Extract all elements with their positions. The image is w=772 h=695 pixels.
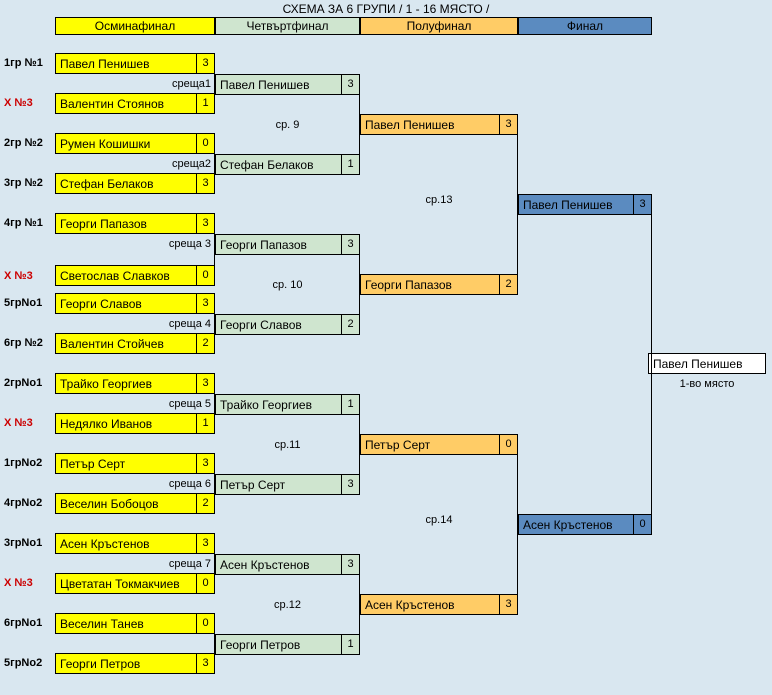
player-score: 3 [341, 555, 359, 574]
player-name: Павел Пенишев [220, 77, 310, 92]
seed-label: 6гр №2 [4, 337, 43, 349]
player-box[interactable] [215, 394, 360, 415]
player-name: Стефан Белаков [220, 157, 314, 172]
player-score: 2 [196, 334, 214, 353]
seed-label: Х №3 [4, 417, 33, 429]
player-name: Георги Славов [60, 296, 142, 311]
connector [214, 63, 215, 104]
player-score: 2 [341, 315, 359, 334]
player-score: 3 [196, 294, 214, 313]
player-score: 0 [196, 134, 214, 153]
player-name: Петър Серт [365, 437, 431, 452]
player-name: Стефан Белаков [60, 176, 154, 191]
player-box[interactable] [55, 293, 215, 314]
match-label: среща 5 [168, 398, 211, 410]
connector [359, 84, 360, 165]
player-name: Петър Серт [220, 477, 286, 492]
header-semifinal: Полуфинал [360, 17, 518, 35]
player-box[interactable] [55, 333, 215, 354]
player-score: 3 [341, 475, 359, 494]
player-box[interactable] [55, 653, 215, 674]
player-box[interactable] [215, 554, 360, 575]
player-box[interactable] [360, 114, 518, 135]
player-score: 0 [196, 266, 214, 285]
seed-label: 4грNo2 [4, 497, 43, 509]
player-name: Цветатан Токмакчиев [60, 576, 180, 591]
player-name: Асен Кръстенов [523, 517, 613, 532]
player-name: Румен Кошишки [60, 136, 151, 151]
player-box[interactable] [55, 133, 215, 154]
header-quarterfinal: Четвъртфинал [215, 17, 360, 35]
champion-place: 1-во място [679, 378, 735, 390]
player-score: 0 [499, 435, 517, 454]
player-name: Павел Пенишев [365, 117, 455, 132]
player-box[interactable] [360, 434, 518, 455]
player-name: Веселин Бобоцов [60, 496, 159, 511]
player-box[interactable] [518, 194, 652, 215]
player-score: 0 [633, 515, 651, 534]
player-score: 3 [196, 534, 214, 553]
player-name: Асен Кръстенов [365, 597, 455, 612]
player-name: Георги Папазов [365, 277, 452, 292]
match-label: ср.11 [274, 439, 301, 451]
match-label: ср.13 [425, 194, 453, 206]
header-final: Финал [518, 17, 652, 35]
match-label: ср.12 [274, 599, 301, 611]
champion-name: Павел Пенишев [653, 356, 743, 371]
player-box[interactable] [55, 373, 215, 394]
player-box[interactable] [55, 613, 215, 634]
player-box[interactable] [215, 234, 360, 255]
player-name: Георги Папазов [60, 216, 147, 231]
connector [359, 564, 360, 645]
seed-label: 2гр №2 [4, 137, 43, 149]
match-label: ср. 10 [272, 279, 303, 291]
player-score: 3 [196, 374, 214, 393]
player-score: 3 [196, 54, 214, 73]
player-score: 2 [196, 494, 214, 513]
player-name: Георги Славов [220, 317, 302, 332]
player-name: Асен Кръстенов [60, 536, 150, 551]
connector [214, 463, 215, 504]
seed-label: 3грNo1 [4, 537, 43, 549]
connector [214, 223, 215, 275]
player-score: 1 [341, 635, 359, 654]
player-score: 0 [196, 614, 214, 633]
connector [359, 244, 360, 325]
player-box[interactable] [215, 314, 360, 335]
connector [214, 543, 215, 584]
match-label: среща1 [171, 78, 211, 90]
player-score: 2 [499, 275, 517, 294]
match-label: ср. 9 [275, 119, 300, 131]
player-score: 3 [633, 195, 651, 214]
header-round16: Осминафинал [55, 17, 215, 35]
player-score: 3 [196, 174, 214, 193]
player-score: 1 [341, 155, 359, 174]
player-score: 3 [196, 214, 214, 233]
player-name: Георги Петров [220, 637, 301, 652]
player-score: 3 [341, 75, 359, 94]
connector [517, 124, 518, 285]
player-name: Павел Пенишев [60, 56, 150, 71]
connector [214, 623, 215, 664]
player-score: 3 [341, 235, 359, 254]
player-score: 3 [499, 595, 517, 614]
seed-label: 4гр №1 [4, 217, 43, 229]
player-box[interactable] [55, 213, 215, 234]
player-box[interactable] [55, 265, 215, 286]
player-name: Светослав Славков [60, 268, 170, 283]
connector [651, 204, 652, 364]
page-title: СХЕМА ЗА 6 ГРУПИ / 1 - 16 МЯСТО / [282, 2, 490, 16]
player-box[interactable] [215, 74, 360, 95]
player-box[interactable] [55, 573, 215, 594]
seed-label: 1грNo2 [4, 457, 43, 469]
seed-label: Х №3 [4, 577, 33, 589]
player-name: Петър Серт [60, 456, 126, 471]
player-box[interactable] [215, 154, 360, 175]
player-score: 0 [196, 574, 214, 593]
player-name: Георги Петров [60, 656, 141, 671]
player-name: Недялко Иванов [60, 416, 153, 431]
player-box[interactable] [55, 533, 215, 554]
seed-label: 5грNo1 [4, 297, 43, 309]
player-score: 1 [196, 94, 214, 113]
match-label: среща 3 [168, 238, 211, 250]
player-box[interactable] [55, 453, 215, 474]
match-label: среща 6 [168, 478, 211, 490]
player-name: Асен Кръстенов [220, 557, 310, 572]
match-label: ср.14 [425, 514, 453, 526]
player-name: Трайко Георгиев [220, 397, 312, 412]
player-box[interactable] [55, 53, 215, 74]
match-label: среща 7 [168, 558, 211, 570]
player-box[interactable] [55, 93, 215, 114]
player-box[interactable] [55, 413, 215, 434]
connector [517, 444, 518, 605]
match-label: среща 4 [168, 318, 211, 330]
player-score: 1 [341, 395, 359, 414]
player-name: Валентин Стойчев [60, 336, 164, 351]
connector [214, 143, 215, 184]
connector [651, 364, 652, 524]
player-name: Трайко Георгиев [60, 376, 152, 391]
player-box[interactable] [360, 274, 518, 295]
player-score: 3 [196, 454, 214, 473]
player-box[interactable] [215, 634, 360, 655]
player-score: 3 [499, 115, 517, 134]
match-label: среща2 [171, 158, 211, 170]
player-score: 3 [196, 654, 214, 673]
player-box[interactable] [360, 594, 518, 615]
player-box[interactable] [518, 514, 652, 535]
player-box[interactable] [55, 173, 215, 194]
seed-label: Х №3 [4, 97, 33, 109]
connector [359, 404, 360, 485]
player-name: Веселин Танев [60, 616, 144, 631]
champion-box[interactable] [648, 353, 766, 374]
seed-label: 6грNo1 [4, 617, 43, 629]
player-box[interactable] [55, 493, 215, 514]
connector [214, 383, 215, 424]
player-score: 1 [196, 414, 214, 433]
player-box[interactable] [215, 474, 360, 495]
seed-label: 5грNo2 [4, 657, 43, 669]
seed-label: 2грNo1 [4, 377, 43, 389]
seed-label: 3гр №2 [4, 177, 43, 189]
seed-label: Х №3 [4, 270, 33, 282]
player-name: Георги Папазов [220, 237, 307, 252]
seed-label: 1гр №1 [4, 57, 43, 69]
player-name: Павел Пенишев [523, 197, 613, 212]
connector [214, 303, 215, 344]
player-name: Валентин Стоянов [60, 96, 165, 111]
